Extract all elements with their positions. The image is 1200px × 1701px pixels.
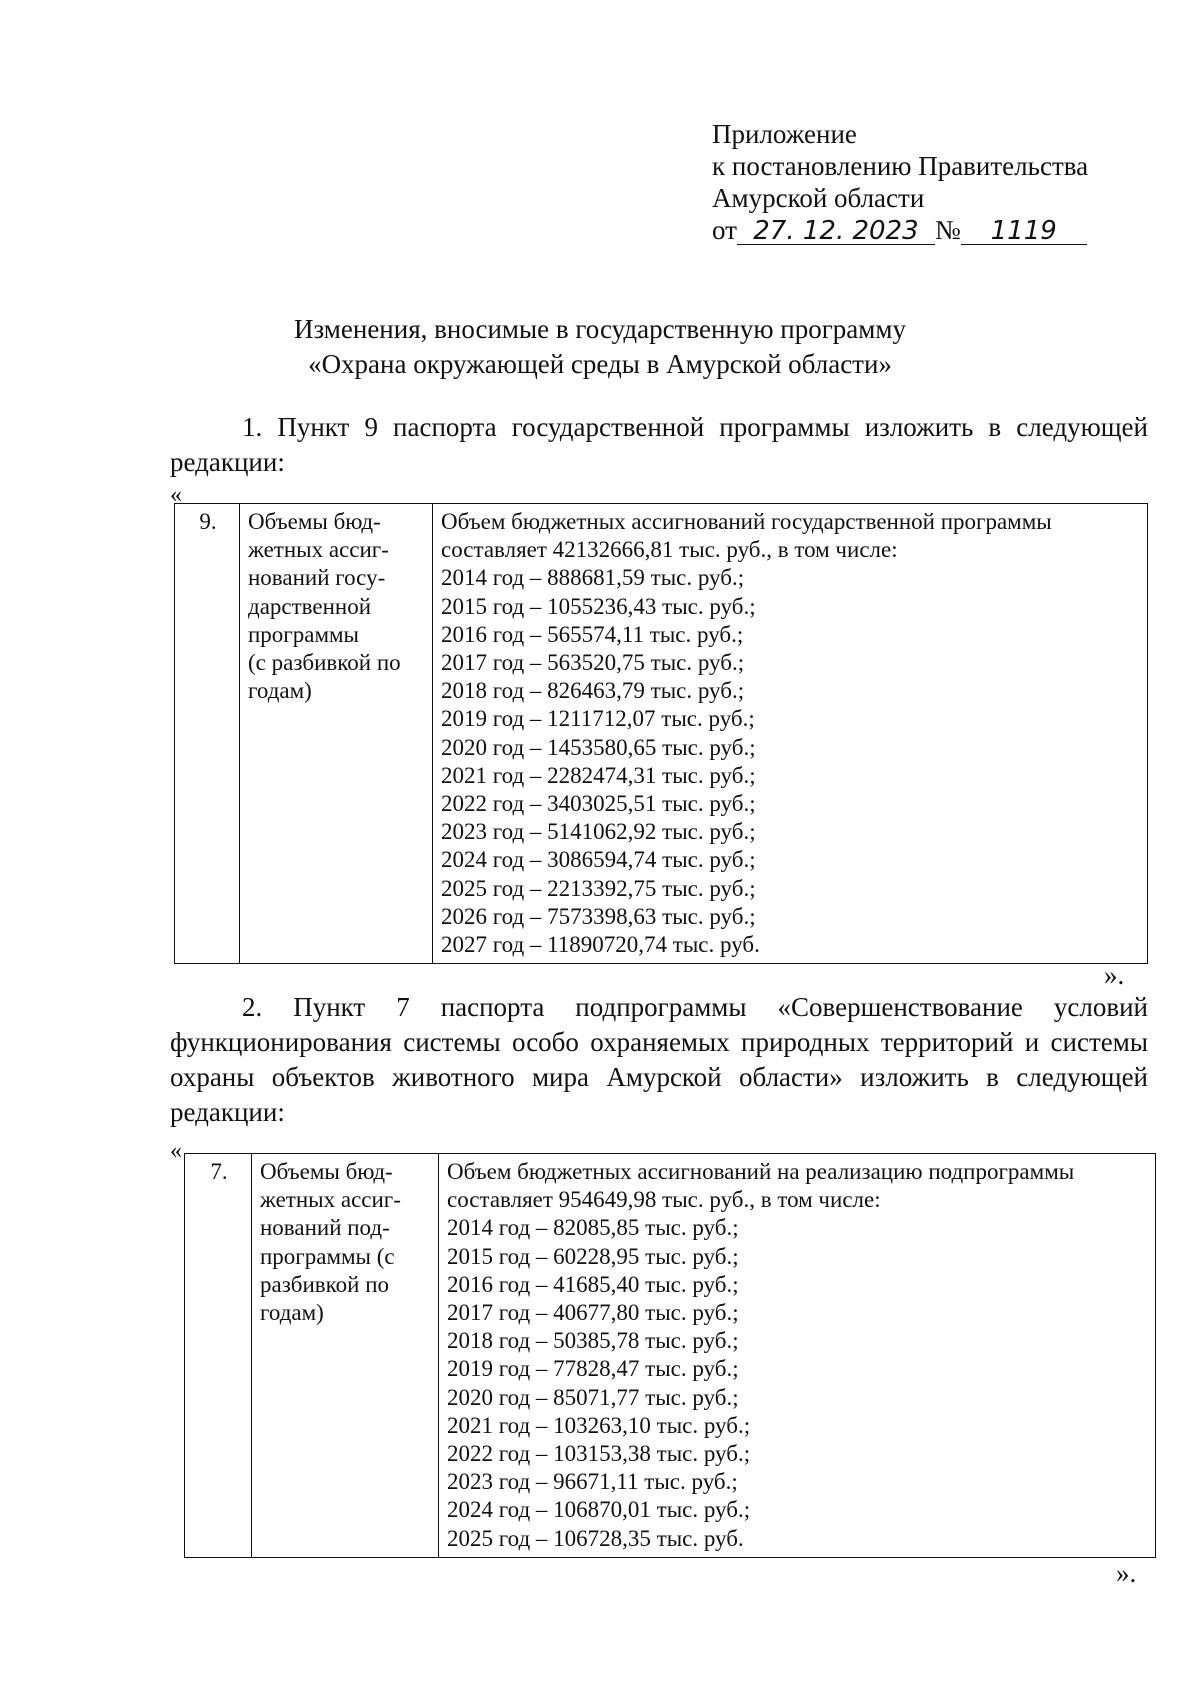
- row-number-cell: 7.: [185, 1154, 252, 1558]
- section-1-passport-table: [174, 503, 1148, 964]
- row-content-cell: [433, 504, 1148, 964]
- content-line: 2024 год – 106870,01 тыс. руб.;: [447, 1497, 751, 1523]
- content-line: 2023 год – 96671,11 тыс. руб.;: [447, 1469, 738, 1495]
- appendix-line-3: Амурской области: [712, 183, 925, 213]
- content-line: 2016 год – 41685,40 тыс. руб.;: [447, 1271, 739, 1297]
- label-line: годам): [248, 678, 312, 704]
- label-line: разбивкой по: [260, 1271, 390, 1297]
- row-label: [248, 508, 426, 705]
- content-line: 2021 год – 103263,10 тыс. руб.;: [447, 1412, 751, 1438]
- label-line: жетных ассиг-: [248, 537, 389, 563]
- content-line: 2023 год – 5141062,92 тыс. руб.;: [441, 819, 756, 845]
- content-line: 2021 год – 2282474,31 тыс. руб.;: [441, 762, 756, 788]
- table-row: [175, 504, 1148, 964]
- handwritten-date: 27. 12. 2023: [737, 218, 935, 245]
- row-label-cell: [240, 504, 433, 964]
- number-prefix: №: [934, 215, 961, 245]
- content-line: 2026 год – 7573398,63 тыс. руб.;: [441, 903, 756, 929]
- from-prefix: от: [712, 215, 737, 245]
- section-2-quote-close: ».: [1116, 1558, 1137, 1588]
- content-line: 2022 год – 103153,38 тыс. руб.;: [447, 1441, 751, 1467]
- label-line: нований под-: [260, 1215, 390, 1241]
- content-line: Объем бюджетных ассигнований государственной программы: [441, 509, 1052, 534]
- row-content: [447, 1158, 1149, 1553]
- content-line: 2014 год – 888681,59 тыс. руб.;: [441, 565, 745, 591]
- content-line: 2020 год – 1453580,65 тыс. руб.;: [441, 734, 756, 760]
- content-line: 2024 год – 3086594,74 тыс. руб.;: [441, 847, 756, 873]
- content-line: 2019 год – 77828,47 тыс. руб.;: [447, 1356, 739, 1382]
- appendix-line-1: Приложение: [712, 119, 857, 149]
- content-line: Объем бюджетных ассигнований на реализацию подпрограммы: [447, 1159, 1075, 1184]
- content-line: 2025 год – 2213392,75 тыс. руб.;: [441, 875, 756, 901]
- appendix-date-number-line: [712, 214, 1088, 246]
- label-line: жетных ассиг-: [260, 1187, 401, 1213]
- appendix-line-2: к постановлению Правительства: [712, 151, 1089, 181]
- content-line: 2019 год – 1211712,07 тыс. руб.;: [441, 706, 755, 732]
- label-line: нований госу-: [248, 565, 386, 591]
- content-line: составляет 954649,98 тыс. руб., в том числе:: [447, 1187, 881, 1213]
- section-2-passport-table: [184, 1153, 1156, 1558]
- content-line: 2018 год – 826463,79 тыс. руб.;: [441, 678, 745, 704]
- content-line: 2020 год – 85071,77 тыс. руб.;: [447, 1384, 739, 1410]
- document-title: [200, 312, 1000, 382]
- content-line: составляет 42132666,81 тыс. руб., в том числе:: [441, 537, 898, 563]
- content-line: 2015 год – 60228,95 тыс. руб.;: [447, 1243, 739, 1269]
- label-line: Объемы бюд-: [260, 1159, 393, 1184]
- content-line: 2022 год – 3403025,51 тыс. руб.;: [441, 791, 756, 817]
- content-line: 2027 год – 11890720,74 тыс. руб.: [441, 932, 760, 958]
- content-line: 2017 год – 40677,80 тыс. руб.;: [447, 1300, 739, 1326]
- section-1-quote-open: «: [170, 482, 182, 508]
- label-line: программы: [248, 621, 360, 647]
- section-2-quote-open: «: [170, 1138, 182, 1164]
- label-line: дарственной: [248, 593, 372, 619]
- section-1-paragraph: 1. Пункт 9 паспорта государственной программы изложить в следующей редакции:: [170, 412, 1148, 477]
- content-line: 2025 год – 106728,35 тыс. руб.: [447, 1525, 744, 1551]
- label-line: годам): [260, 1300, 324, 1326]
- content-line: 2018 год – 50385,78 тыс. руб.;: [447, 1328, 739, 1354]
- label-line: Объемы бюд-: [248, 509, 381, 534]
- row-content-cell: [439, 1154, 1156, 1558]
- content-line: 2015 год – 1055236,43 тыс. руб.;: [441, 593, 756, 619]
- handwritten-number: 1119: [961, 218, 1087, 245]
- appendix-header: [712, 118, 1088, 246]
- table-row: [185, 1154, 1156, 1558]
- content-line: 2017 год – 563520,75 тыс. руб.;: [441, 650, 745, 676]
- row-number-cell: 9.: [175, 504, 240, 964]
- title-line-1: Изменения, вносимые в государственную программу: [294, 314, 906, 344]
- label-line: (с разбивкой по: [248, 650, 401, 676]
- content-line: 2014 год – 82085,85 тыс. руб.;: [447, 1215, 739, 1241]
- label-line: программы (с: [260, 1243, 395, 1269]
- row-content: [441, 508, 1141, 959]
- row-label-cell: [252, 1154, 439, 1558]
- row-label: [260, 1158, 432, 1327]
- section-1-quote-close: ».: [1104, 960, 1125, 990]
- title-line-2: «Охрана окружающей среды в Амурской области»: [308, 349, 892, 379]
- section-2-paragraph: 2. Пункт 7 паспорта подпрограммы «Совершенствование условий функционирования системы особо охраняемых природных территорий и системы охраны объектов животного мира Амурской области» изложить в следующей редакции:: [170, 992, 1148, 1127]
- content-line: 2016 год – 565574,11 тыс. руб.;: [441, 621, 744, 647]
